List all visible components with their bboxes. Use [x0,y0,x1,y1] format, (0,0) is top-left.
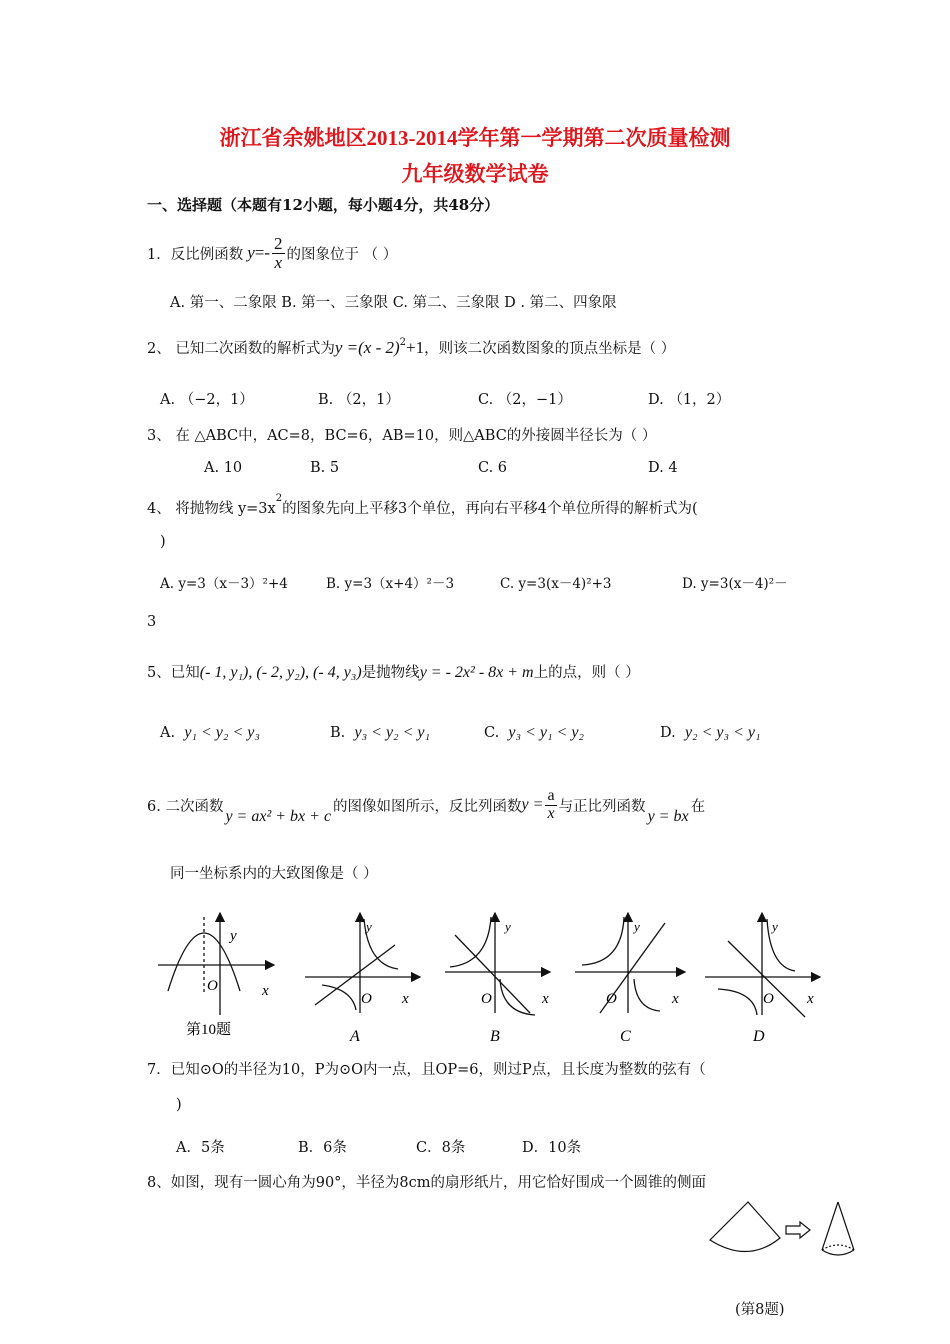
q5-option-a-expr: y₁ < y₂ < y₃ [184,724,260,741]
q4-text-b: 的图象先向上平移3个单位，再向右平移4个单位所得的解析式为( [282,501,698,517]
q8-caption: (第8题) [735,1302,785,1318]
q3-option-b: B. 5 [310,460,340,476]
q5-option-b-expr: y₃ < y₂ < y₁ [354,724,431,741]
q8-cone-base-front [822,1250,854,1255]
figa-y-label: y [366,919,372,934]
question-6 [147,780,705,830]
q4-option-a: A. y=3（x－3）²+4 [160,576,288,592]
figd-origin: O [763,991,774,1007]
q5-option-c-expr: y₃ < y₁ < y₂ [508,724,584,741]
figc-origin: O [606,991,617,1007]
q8-sector [710,1202,780,1252]
question-7: 7．已知⊙O的半径为10，P为⊙O内一点，且OP=6，则过P点，且长度为整数的弦有（ [147,1062,706,1078]
q6-mid1: 的图像如图所示，反比列函数 [333,798,522,815]
fig-parabola [158,913,274,1015]
figb-line [455,935,530,1013]
title-line-2: 九年级数学试卷 [401,162,549,186]
q5-suffix: 上的点，则（ ） [533,665,640,681]
q5-option-a [160,724,260,742]
figa-hyperbola-2 [322,985,356,1010]
q4-line-2: ) [160,534,166,550]
q5-option-d [660,724,761,742]
question-1 [147,228,397,278]
q6-figures [150,905,830,1050]
figb-x-label: x [542,991,549,1007]
q1-prefix: 1．反比例函数 [147,246,244,263]
q6-inverse-numerator: a [547,786,555,804]
q6-inverse-y: y = [521,796,544,813]
q3-option-a: A. 10 [204,460,243,476]
q5-parabola: y = - 2x² - 8x + m [419,664,534,681]
q8-figure [700,1198,870,1268]
question-2 [147,337,675,358]
q2-option-d: D. （1，2） [648,392,731,408]
q7-option-c: C．8条 [416,1140,466,1156]
q8-cone-base-back [822,1245,854,1250]
q6-mid2: 与正比列函数 [558,798,646,815]
q7-option-b: B．6条 [298,1140,347,1156]
q5-option-a-label: A. [160,725,176,741]
q1-fraction [272,235,285,272]
figa-caption: A [350,1028,360,1045]
fig0-x-label: x [262,983,269,999]
fig-c [575,913,685,1013]
q2-suffix: ，则该二次函数图象的顶点坐标是（ ） [424,341,676,357]
figd-y-label: y [772,919,778,934]
fig-b [445,913,550,1015]
q8-arrow [786,1222,810,1238]
q2-prefix: 2、 已知二次函数的解析式为 [147,341,335,357]
question-4 [147,493,698,518]
q1-suffix: 的图象位于 （ ） [286,246,398,263]
figb-hyperbola-1 [450,917,491,967]
figc-x-label: x [672,991,679,1007]
question-5 [147,661,640,682]
q7-option-d: D．10条 [522,1140,582,1156]
q5-option-c [484,724,584,742]
q3-option-c: C. 6 [478,460,508,476]
q2-option-a: A. （−2，1） [160,392,254,408]
q5-points: (- 1, y₁), (- 2, y₂), (- 4, y₃) [199,664,362,681]
q1-y: y [247,243,255,262]
q6-inverse-denominator: x [547,804,555,822]
q5-mid: 是抛物线 [361,665,420,681]
q5-option-d-label: D. [660,725,676,741]
fig0-origin: O [207,978,218,994]
title-line-1: 浙江省余姚地区2013-2014学年第一学期第二次质量检测 [219,126,731,150]
figd-caption: D [753,1028,765,1045]
q4-option-d: D. y=3(x－4)²－ [682,576,788,592]
q4-option-b: B. y=3（x+4）²－3 [326,576,455,592]
figd-x-label: x [807,991,814,1007]
figc-hyperbola-2 [634,979,660,1011]
q1-eq: =- [254,243,271,262]
q7-option-a: A．5条 [176,1140,225,1156]
q4-exponent: 2 [275,493,283,505]
fig0-y-label: y [230,928,237,944]
q6-linear: y = bx [647,808,689,825]
question-3: 3、 在 △ABC中，AC=8，BC=6，AB=10，则△ABC的外接圆半径长为（ ） [147,428,657,444]
figa-origin: O [361,991,372,1007]
q5-option-b [330,724,430,742]
q4-option-c: C. y=3(x－4)²+3 [500,576,612,592]
section-heading: 一、选择题（本题有12小题，每小题4分，共48分） [147,196,500,214]
q5-option-c-label: C. [484,725,500,741]
q4-option-d-cont: 3 [147,614,157,630]
figa-line [315,945,395,1005]
figb-origin: O [481,991,492,1007]
question-8: 8、如图，现有一圆心角为90°，半径为8cm的扇形纸片，用它恰好围成一个圆锥的侧面 [147,1175,707,1191]
q5-prefix: 5、已知 [147,665,200,681]
q6-inverse-fraction [545,788,556,823]
figb-hyperbola-2 [500,979,535,1015]
q5-option-b-label: B. [330,725,346,741]
q6-prefix: 6. 二次函数 [147,798,224,815]
figb-caption: B [490,1028,500,1045]
figc-hyperbola-1 [582,917,624,965]
q1-numerator: 2 [274,233,283,253]
q1-options: A. 第一、二象限 B. 第一、三象限 C. 第二、三象限 D . 第二、四象限 [170,295,617,311]
q2-exponent: 2 [399,337,407,348]
q6-line-2: 同一坐标系内的大致图像是（ ） [170,866,378,882]
figb-y-label: y [505,919,511,934]
q6-suffix: 在 [690,798,706,815]
q8-cone-sides [822,1202,854,1250]
q2-plus: +1 [406,338,425,357]
q2-option-b: B. （2，1） [318,392,400,408]
q5-option-d-expr: y₂ < y₃ < y₁ [684,724,761,741]
q1-denominator: x [274,252,283,272]
figd-hyperbola-2 [718,989,757,1015]
figc-y-label: y [634,919,640,934]
fig0-caption: 第10题 [186,1022,232,1038]
q4-text-a: 4、 将抛物线 y=3x [147,501,276,517]
q2-formula: y =(x - 2) [334,338,400,357]
q7-line-2: ) [176,1097,182,1113]
figa-x-label: x [402,991,409,1007]
q6-quadratic: y = ax² + bx + c [225,808,332,825]
q2-option-c: C. （2，−1） [478,392,572,408]
q3-option-d: D. 4 [648,460,678,476]
figc-caption: C [620,1028,631,1045]
